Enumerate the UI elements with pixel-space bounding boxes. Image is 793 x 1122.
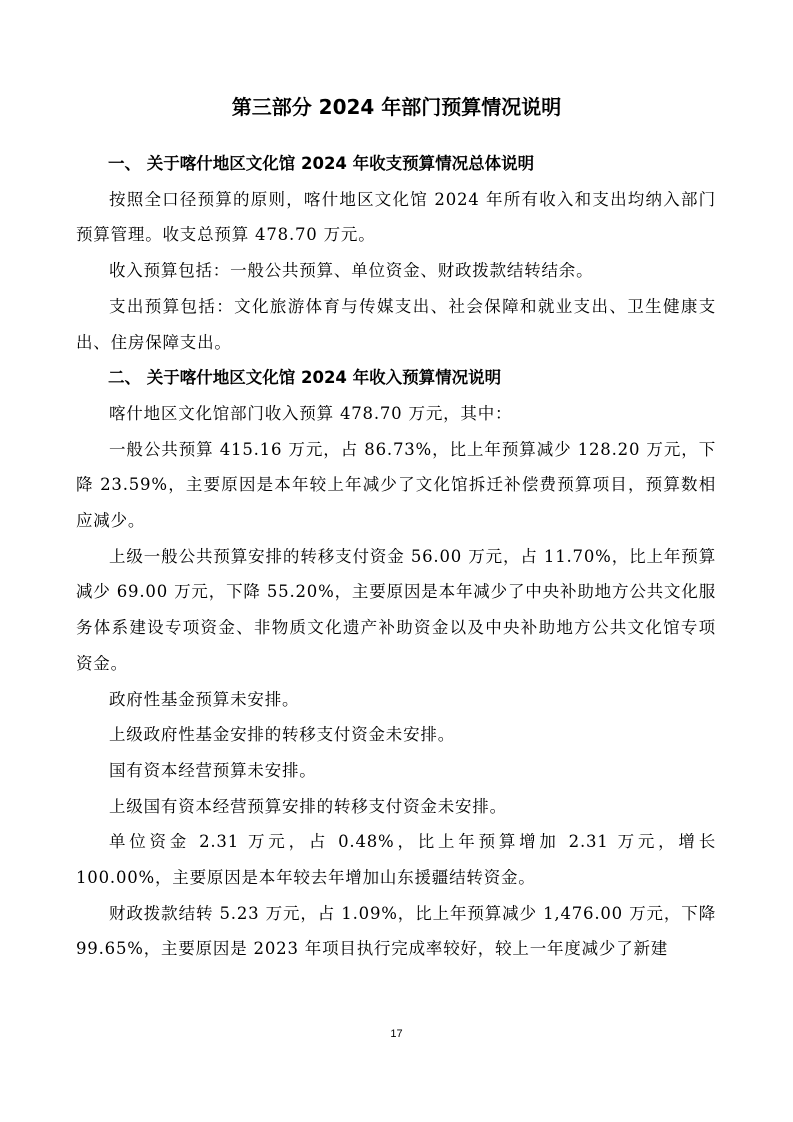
- paragraph-gov-fund-transfer: 上级政府性基金安排的转移支付资金未安排。: [109, 725, 455, 745]
- paragraph-overview: 按照全口径预算的原则，喀什地区文化馆 2024 年所有收入和支出均纳入部门预算管理。收支总预算 478.70 万元。: [76, 189, 716, 245]
- paragraph-expense-scope: 支出预算包括：文化旅游体育与传媒支出、社会保障和就业支出、卫生健康支出、住房保障支出。: [76, 296, 716, 352]
- paragraph-state-capital-transfer: 上级国有资本经营预算安排的转移支付资金未安排。: [109, 796, 507, 816]
- paragraph-income-scope: 收入预算包括：一般公共预算、单位资金、财政拨款结转结余。: [109, 261, 594, 281]
- paragraph-income-total: 喀什地区文化馆部门收入预算 478.70 万元，其中：: [109, 403, 513, 423]
- paragraph-state-capital: 国有资本经营预算未安排。: [109, 760, 317, 780]
- paragraph-general-budget: 一般公共预算 415.16 万元，占 86.73%，比上年预算减少 128.20 万元，下降 23.59%，主要原因是本年较上年减少了文化馆拆迁补偿费预算项目，预算数相应减少。: [76, 439, 716, 531]
- section-heading-1: 一、 关于喀什地区文化馆 2024 年收支预算情况总体说明: [108, 154, 535, 173]
- page-title: 第三部分 2024 年部门预算情况说明: [231, 95, 562, 119]
- paragraph-gov-fund: 政府性基金预算未安排。: [109, 689, 300, 709]
- document-body: [76, 146, 716, 967]
- paragraph-transfer-funds: 上级一般公共预算安排的转移支付资金 56.00 万元，占 11.70%，比上年预算减少 69.00 万元，下降 55.20%，主要原因是本年减少了中央补助地方公共文化服务体系建设专项资金、非物质文化遗产补助资金以及中央补助地方公共文化馆专项资金。: [76, 546, 716, 673]
- page-number: 17: [390, 1028, 403, 1040]
- section-heading-2: 二、 关于喀什地区文化馆 2024 年收入预算情况说明: [108, 368, 502, 388]
- paragraph-unit-funds: 单位资金 2.31 万元，占 0.48%，比上年预算增加 2.31 万元，增长 100.00%，主要原因是本年较去年增加山东援疆结转资金。: [76, 832, 716, 888]
- paragraph-carryover: 财政拨款结转 5.23 万元，占 1.09%，比上年预算减少 1,476.00 万元，下降 99.65%，主要原因是 2023 年项目执行完成率较好，较上一年度减少了新建: [76, 903, 716, 959]
